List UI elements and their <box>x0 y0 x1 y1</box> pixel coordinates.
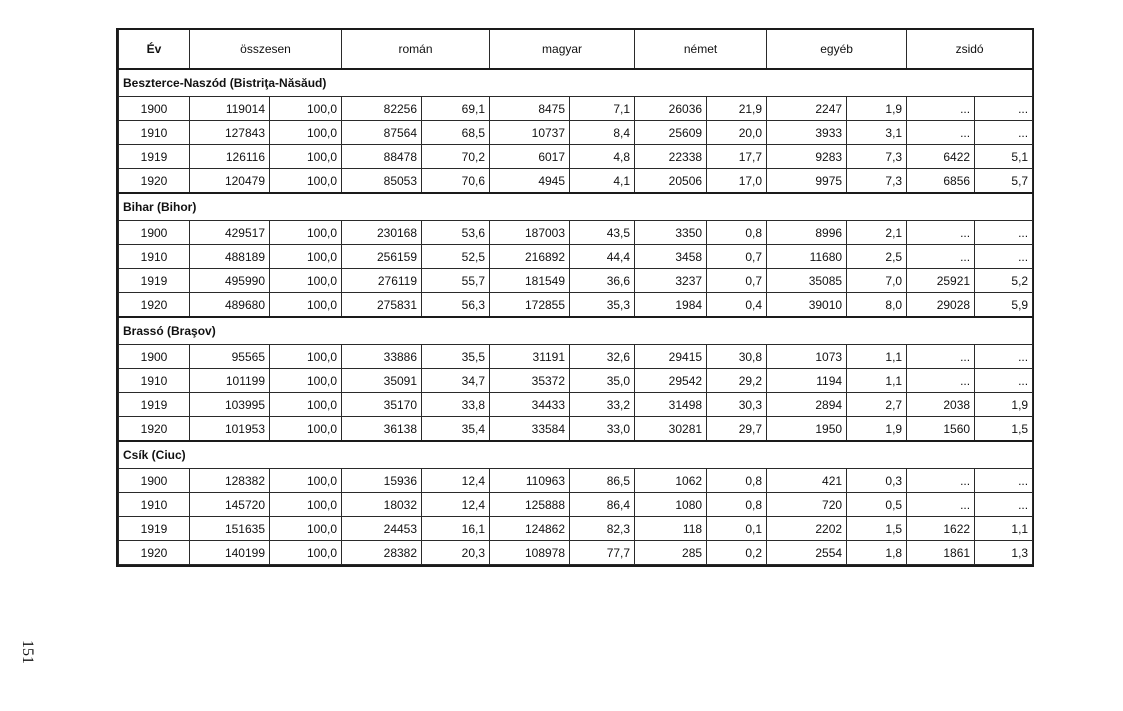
header-zsido: zsidó <box>907 30 1033 69</box>
value-cell: 1062 <box>635 469 707 493</box>
value-cell: 18032 <box>342 493 422 517</box>
value-cell: 29415 <box>635 345 707 369</box>
value-cell: 1861 <box>907 541 975 565</box>
value-cell: 35,5 <box>422 345 490 369</box>
value-cell: 29542 <box>635 369 707 393</box>
region-header-row <box>119 441 1033 469</box>
value-cell: 22338 <box>635 145 707 169</box>
table-row <box>119 293 1033 318</box>
value-cell: 53,6 <box>422 221 490 245</box>
header-roman: román <box>342 30 490 69</box>
value-cell: 2554 <box>767 541 847 565</box>
value-cell: 31191 <box>490 345 570 369</box>
value-cell: 85053 <box>342 169 422 194</box>
value-cell: ... <box>975 345 1033 369</box>
header-year: Év <box>119 30 190 69</box>
value-cell: 10737 <box>490 121 570 145</box>
value-cell: 9975 <box>767 169 847 194</box>
value-cell: 0,5 <box>847 493 907 517</box>
value-cell: 0,7 <box>707 269 767 293</box>
census-table <box>118 30 1033 565</box>
value-cell: 1080 <box>635 493 707 517</box>
value-cell: 1950 <box>767 417 847 442</box>
value-cell: 35085 <box>767 269 847 293</box>
value-cell: 25921 <box>907 269 975 293</box>
year-cell: 1920 <box>119 417 190 442</box>
value-cell: 8,0 <box>847 293 907 318</box>
header-egyeb: egyéb <box>767 30 907 69</box>
value-cell: 100,0 <box>270 517 342 541</box>
value-cell: 33,8 <box>422 393 490 417</box>
value-cell: 1984 <box>635 293 707 318</box>
value-cell: 33,0 <box>570 417 635 442</box>
value-cell: 100,0 <box>270 169 342 194</box>
value-cell: 39010 <box>767 293 847 318</box>
value-cell: 82256 <box>342 97 422 121</box>
value-cell: 29,2 <box>707 369 767 393</box>
table-body <box>119 69 1033 565</box>
value-cell: 70,6 <box>422 169 490 194</box>
value-cell: 70,2 <box>422 145 490 169</box>
census-table-frame <box>116 28 1034 567</box>
value-cell: 8996 <box>767 221 847 245</box>
value-cell: 100,0 <box>270 469 342 493</box>
header-total: összesen <box>190 30 342 69</box>
value-cell: 5,9 <box>975 293 1033 318</box>
value-cell: ... <box>907 469 975 493</box>
value-cell: 285 <box>635 541 707 565</box>
value-cell: 12,4 <box>422 469 490 493</box>
value-cell: 1,3 <box>975 541 1033 565</box>
table-row <box>119 417 1033 442</box>
value-cell: 488189 <box>190 245 270 269</box>
value-cell: 4,1 <box>570 169 635 194</box>
region-name: Brassó (Braşov) <box>119 317 1033 345</box>
value-cell: 0,7 <box>707 245 767 269</box>
value-cell: 8475 <box>490 97 570 121</box>
value-cell: 5,2 <box>975 269 1033 293</box>
value-cell: 126116 <box>190 145 270 169</box>
value-cell: 1194 <box>767 369 847 393</box>
value-cell: 11680 <box>767 245 847 269</box>
value-cell: 101953 <box>190 417 270 442</box>
value-cell: ... <box>907 97 975 121</box>
year-cell: 1910 <box>119 493 190 517</box>
value-cell: 2038 <box>907 393 975 417</box>
value-cell: 32,6 <box>570 345 635 369</box>
value-cell: 4945 <box>490 169 570 194</box>
value-cell: 6422 <box>907 145 975 169</box>
value-cell: ... <box>907 345 975 369</box>
value-cell: 119014 <box>190 97 270 121</box>
value-cell: ... <box>907 369 975 393</box>
value-cell: 2247 <box>767 97 847 121</box>
value-cell: 1,9 <box>847 417 907 442</box>
value-cell: 151635 <box>190 517 270 541</box>
value-cell: 36,6 <box>570 269 635 293</box>
value-cell: ... <box>975 369 1033 393</box>
value-cell: 1,9 <box>975 393 1033 417</box>
value-cell: ... <box>975 221 1033 245</box>
year-cell: 1919 <box>119 393 190 417</box>
value-cell: 275831 <box>342 293 422 318</box>
value-cell: 7,1 <box>570 97 635 121</box>
value-cell: 1,8 <box>847 541 907 565</box>
value-cell: 100,0 <box>270 293 342 318</box>
value-cell: 2202 <box>767 517 847 541</box>
value-cell: 77,7 <box>570 541 635 565</box>
value-cell: 6856 <box>907 169 975 194</box>
value-cell: 118 <box>635 517 707 541</box>
table-row <box>119 121 1033 145</box>
page-number: 151 <box>19 640 36 664</box>
value-cell: 24453 <box>342 517 422 541</box>
value-cell: 68,5 <box>422 121 490 145</box>
value-cell: 28382 <box>342 541 422 565</box>
year-cell: 1919 <box>119 269 190 293</box>
year-cell: 1910 <box>119 369 190 393</box>
table-row <box>119 221 1033 245</box>
year-cell: 1920 <box>119 169 190 194</box>
value-cell: 0,3 <box>847 469 907 493</box>
value-cell: 1,9 <box>847 97 907 121</box>
value-cell: 100,0 <box>270 493 342 517</box>
value-cell: 0,1 <box>707 517 767 541</box>
value-cell: 1,1 <box>847 345 907 369</box>
value-cell: 0,2 <box>707 541 767 565</box>
value-cell: 35372 <box>490 369 570 393</box>
value-cell: 35,0 <box>570 369 635 393</box>
value-cell: 30,3 <box>707 393 767 417</box>
year-cell: 1920 <box>119 293 190 318</box>
value-cell: 12,4 <box>422 493 490 517</box>
value-cell: 95565 <box>190 345 270 369</box>
value-cell: ... <box>975 493 1033 517</box>
value-cell: 0,4 <box>707 293 767 318</box>
value-cell: 34433 <box>490 393 570 417</box>
table-row <box>119 541 1033 565</box>
table-row <box>119 393 1033 417</box>
value-cell: 82,3 <box>570 517 635 541</box>
value-cell: ... <box>975 97 1033 121</box>
value-cell: 120479 <box>190 169 270 194</box>
region-header-row <box>119 69 1033 97</box>
value-cell: 0,8 <box>707 221 767 245</box>
year-cell: 1919 <box>119 145 190 169</box>
value-cell: 495990 <box>190 269 270 293</box>
value-cell: ... <box>907 221 975 245</box>
value-cell: 3237 <box>635 269 707 293</box>
value-cell: 26036 <box>635 97 707 121</box>
value-cell: 8,4 <box>570 121 635 145</box>
table-row <box>119 517 1033 541</box>
value-cell: 17,7 <box>707 145 767 169</box>
value-cell: 489680 <box>190 293 270 318</box>
region-name: Beszterce-Naszód (Bistriţa-Năsăud) <box>119 69 1033 97</box>
value-cell: 20506 <box>635 169 707 194</box>
value-cell: ... <box>975 469 1033 493</box>
value-cell: 421 <box>767 469 847 493</box>
value-cell: 276119 <box>342 269 422 293</box>
table-row <box>119 493 1033 517</box>
value-cell: 1622 <box>907 517 975 541</box>
value-cell: 1,1 <box>847 369 907 393</box>
value-cell: ... <box>907 493 975 517</box>
value-cell: 55,7 <box>422 269 490 293</box>
table-row <box>119 369 1033 393</box>
value-cell: 86,4 <box>570 493 635 517</box>
value-cell: 44,4 <box>570 245 635 269</box>
value-cell: 56,3 <box>422 293 490 318</box>
value-cell: 100,0 <box>270 145 342 169</box>
value-cell: 87564 <box>342 121 422 145</box>
table-row <box>119 269 1033 293</box>
value-cell: 5,1 <box>975 145 1033 169</box>
value-cell: 4,8 <box>570 145 635 169</box>
value-cell: 88478 <box>342 145 422 169</box>
value-cell: 429517 <box>190 221 270 245</box>
value-cell: 100,0 <box>270 369 342 393</box>
value-cell: ... <box>907 245 975 269</box>
year-cell: 1900 <box>119 469 190 493</box>
value-cell: 17,0 <box>707 169 767 194</box>
table-row <box>119 345 1033 369</box>
value-cell: 9283 <box>767 145 847 169</box>
value-cell: 1560 <box>907 417 975 442</box>
value-cell: 35170 <box>342 393 422 417</box>
value-cell: 33,2 <box>570 393 635 417</box>
value-cell: 3933 <box>767 121 847 145</box>
year-cell: 1910 <box>119 121 190 145</box>
year-cell: 1910 <box>119 245 190 269</box>
value-cell: 256159 <box>342 245 422 269</box>
value-cell: 100,0 <box>270 97 342 121</box>
value-cell: 21,9 <box>707 97 767 121</box>
value-cell: 100,0 <box>270 269 342 293</box>
value-cell: 33886 <box>342 345 422 369</box>
value-cell: 3350 <box>635 221 707 245</box>
value-cell: 35091 <box>342 369 422 393</box>
value-cell: 35,3 <box>570 293 635 318</box>
value-cell: 6017 <box>490 145 570 169</box>
value-cell: 31498 <box>635 393 707 417</box>
value-cell: 2,5 <box>847 245 907 269</box>
region-header-row <box>119 317 1033 345</box>
value-cell: 100,0 <box>270 345 342 369</box>
value-cell: 86,5 <box>570 469 635 493</box>
value-cell: 100,0 <box>270 393 342 417</box>
value-cell: 43,5 <box>570 221 635 245</box>
value-cell: 125888 <box>490 493 570 517</box>
value-cell: 101199 <box>190 369 270 393</box>
value-cell: 7,3 <box>847 145 907 169</box>
year-cell: 1920 <box>119 541 190 565</box>
value-cell: 100,0 <box>270 221 342 245</box>
value-cell: 100,0 <box>270 245 342 269</box>
value-cell: 2894 <box>767 393 847 417</box>
value-cell: 0,8 <box>707 493 767 517</box>
table-row <box>119 169 1033 194</box>
value-cell: 69,1 <box>422 97 490 121</box>
value-cell: 1,5 <box>975 417 1033 442</box>
year-cell: 1900 <box>119 97 190 121</box>
header-nemet: német <box>635 30 767 69</box>
value-cell: 16,1 <box>422 517 490 541</box>
year-cell: 1919 <box>119 517 190 541</box>
value-cell: 110963 <box>490 469 570 493</box>
value-cell: 1,5 <box>847 517 907 541</box>
value-cell: 100,0 <box>270 121 342 145</box>
value-cell: 230168 <box>342 221 422 245</box>
value-cell: ... <box>907 121 975 145</box>
value-cell: 1,1 <box>975 517 1033 541</box>
value-cell: 1073 <box>767 345 847 369</box>
value-cell: 216892 <box>490 245 570 269</box>
value-cell: 0,8 <box>707 469 767 493</box>
value-cell: 3,1 <box>847 121 907 145</box>
value-cell: 7,0 <box>847 269 907 293</box>
value-cell: 20,0 <box>707 121 767 145</box>
header-row <box>119 30 1033 69</box>
value-cell: 25609 <box>635 121 707 145</box>
value-cell: 103995 <box>190 393 270 417</box>
region-header-row <box>119 193 1033 221</box>
value-cell: 187003 <box>490 221 570 245</box>
table-row <box>119 145 1033 169</box>
value-cell: 2,7 <box>847 393 907 417</box>
value-cell: 29,7 <box>707 417 767 442</box>
year-cell: 1900 <box>119 221 190 245</box>
region-name: Csík (Ciuc) <box>119 441 1033 469</box>
value-cell: 20,3 <box>422 541 490 565</box>
value-cell: 52,5 <box>422 245 490 269</box>
value-cell: 720 <box>767 493 847 517</box>
value-cell: 2,1 <box>847 221 907 245</box>
value-cell: 5,7 <box>975 169 1033 194</box>
value-cell: 100,0 <box>270 417 342 442</box>
year-cell: 1900 <box>119 345 190 369</box>
value-cell: 34,7 <box>422 369 490 393</box>
region-name: Bihar (Bihor) <box>119 193 1033 221</box>
value-cell: 128382 <box>190 469 270 493</box>
value-cell: ... <box>975 245 1033 269</box>
value-cell: 36138 <box>342 417 422 442</box>
value-cell: 140199 <box>190 541 270 565</box>
table-row <box>119 97 1033 121</box>
header-magyar: magyar <box>490 30 635 69</box>
value-cell: 172855 <box>490 293 570 318</box>
value-cell: 145720 <box>190 493 270 517</box>
table-row <box>119 469 1033 493</box>
value-cell: 108978 <box>490 541 570 565</box>
value-cell: 127843 <box>190 121 270 145</box>
value-cell: 30,8 <box>707 345 767 369</box>
value-cell: 181549 <box>490 269 570 293</box>
value-cell: ... <box>975 121 1033 145</box>
value-cell: 124862 <box>490 517 570 541</box>
table-row <box>119 245 1033 269</box>
value-cell: 30281 <box>635 417 707 442</box>
value-cell: 100,0 <box>270 541 342 565</box>
value-cell: 3458 <box>635 245 707 269</box>
value-cell: 35,4 <box>422 417 490 442</box>
value-cell: 33584 <box>490 417 570 442</box>
value-cell: 7,3 <box>847 169 907 194</box>
value-cell: 15936 <box>342 469 422 493</box>
value-cell: 29028 <box>907 293 975 318</box>
